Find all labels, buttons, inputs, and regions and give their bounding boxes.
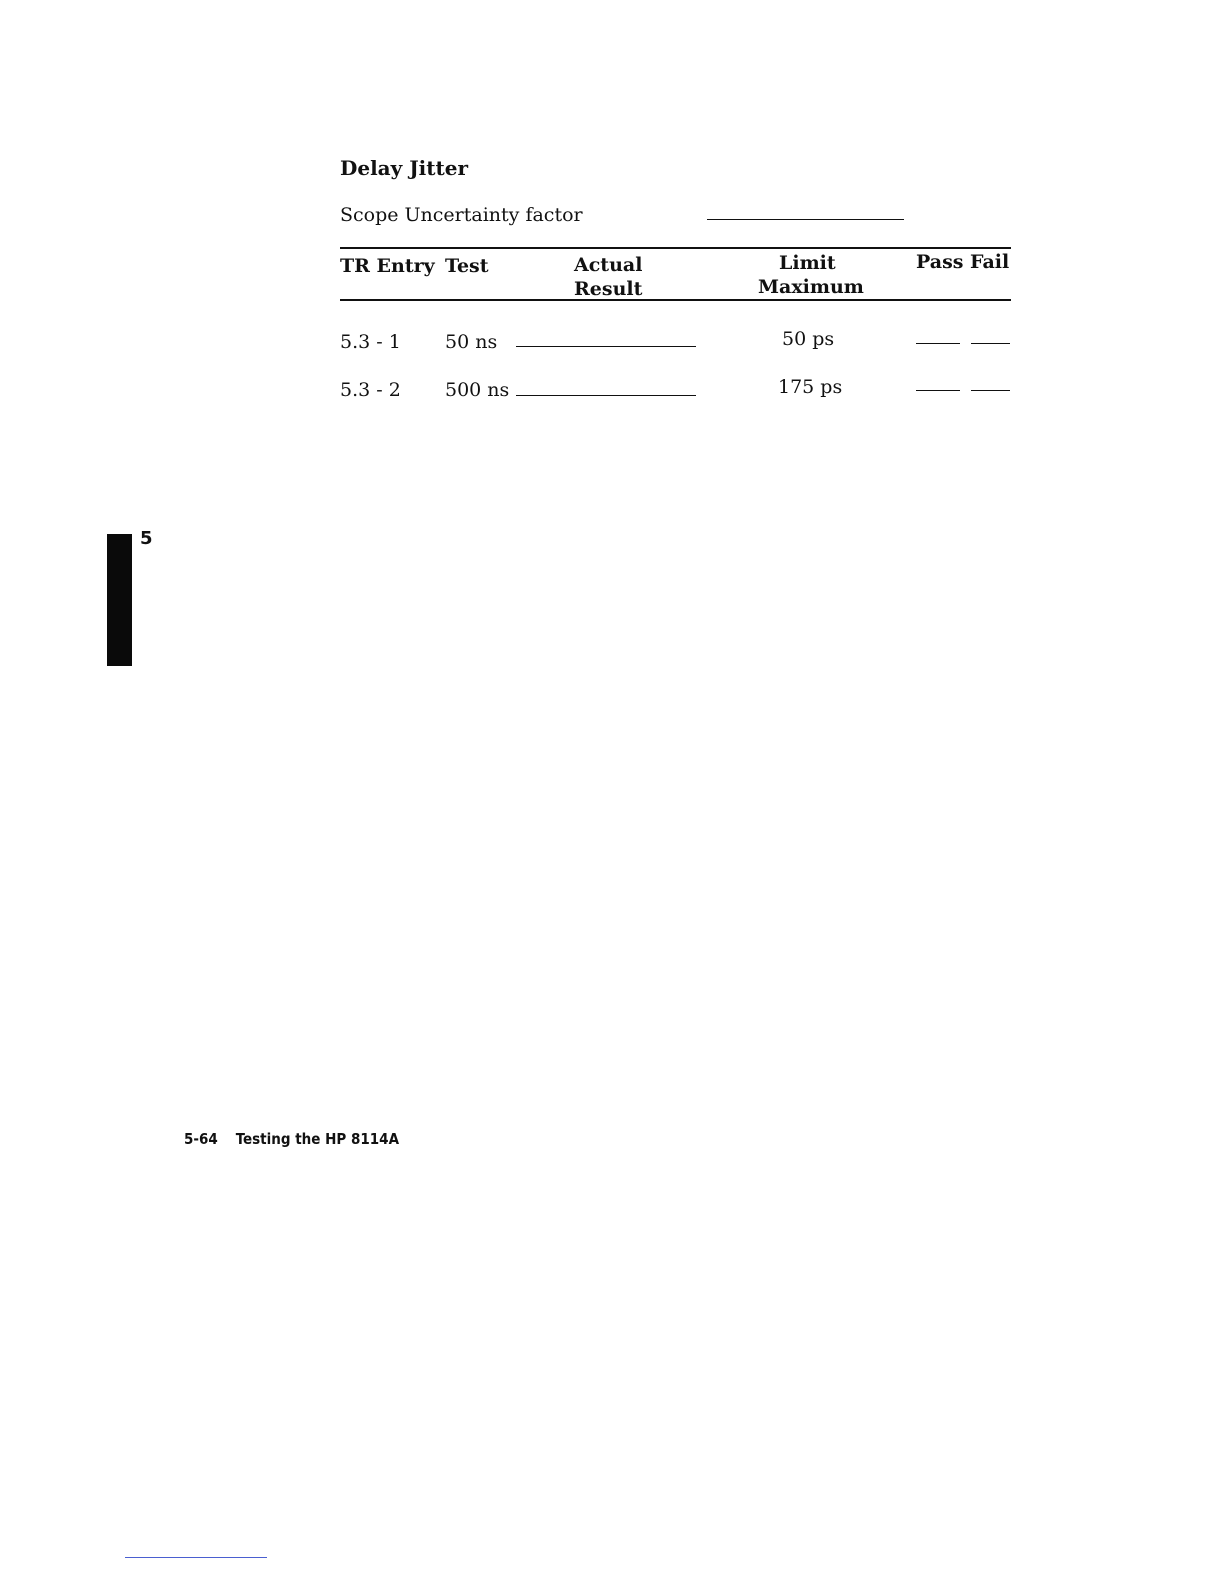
bottom-rule [125,1557,267,1558]
header-fail: Fail [970,251,1010,273]
scope-uncertainty-blank [707,219,904,220]
row1-limit: 50 ps [782,328,835,350]
footer-title: Testing the HP 8114A [235,1130,400,1148]
row2-tr-entry: 5.3 - 2 [340,379,401,401]
chapter-tab-number: 5 [140,528,153,549]
row1-pass-blank [916,343,960,344]
row2-fail-blank [971,390,1010,391]
row1-tr-entry: 5.3 - 1 [340,331,401,353]
scope-uncertainty-label: Scope Uncertainty factor [340,204,583,226]
page-footer [184,1130,399,1148]
row2-actual-result-blank [516,395,696,396]
header-tr-entry: TR Entry [340,255,435,277]
table-header-rule [340,299,1011,301]
header-test: Test [445,255,489,277]
footer-page-number: 5-64 [184,1130,218,1148]
section-title: Delay Jitter [340,156,469,180]
header-limit: Limit [779,252,836,274]
row1-actual-result-blank [516,346,696,347]
header-result: Result [574,278,643,300]
row2-test: 500 ns [445,379,510,401]
row2-limit: 175 ps [778,376,843,398]
header-actual: Actual [574,254,643,276]
table-top-rule [340,247,1011,249]
row2-pass-blank [916,390,960,391]
row1-test: 50 ns [445,331,498,353]
header-maximum: Maximum [758,276,864,298]
header-pass: Pass [916,251,964,273]
chapter-tab-bar [107,534,132,666]
row1-fail-blank [971,343,1010,344]
